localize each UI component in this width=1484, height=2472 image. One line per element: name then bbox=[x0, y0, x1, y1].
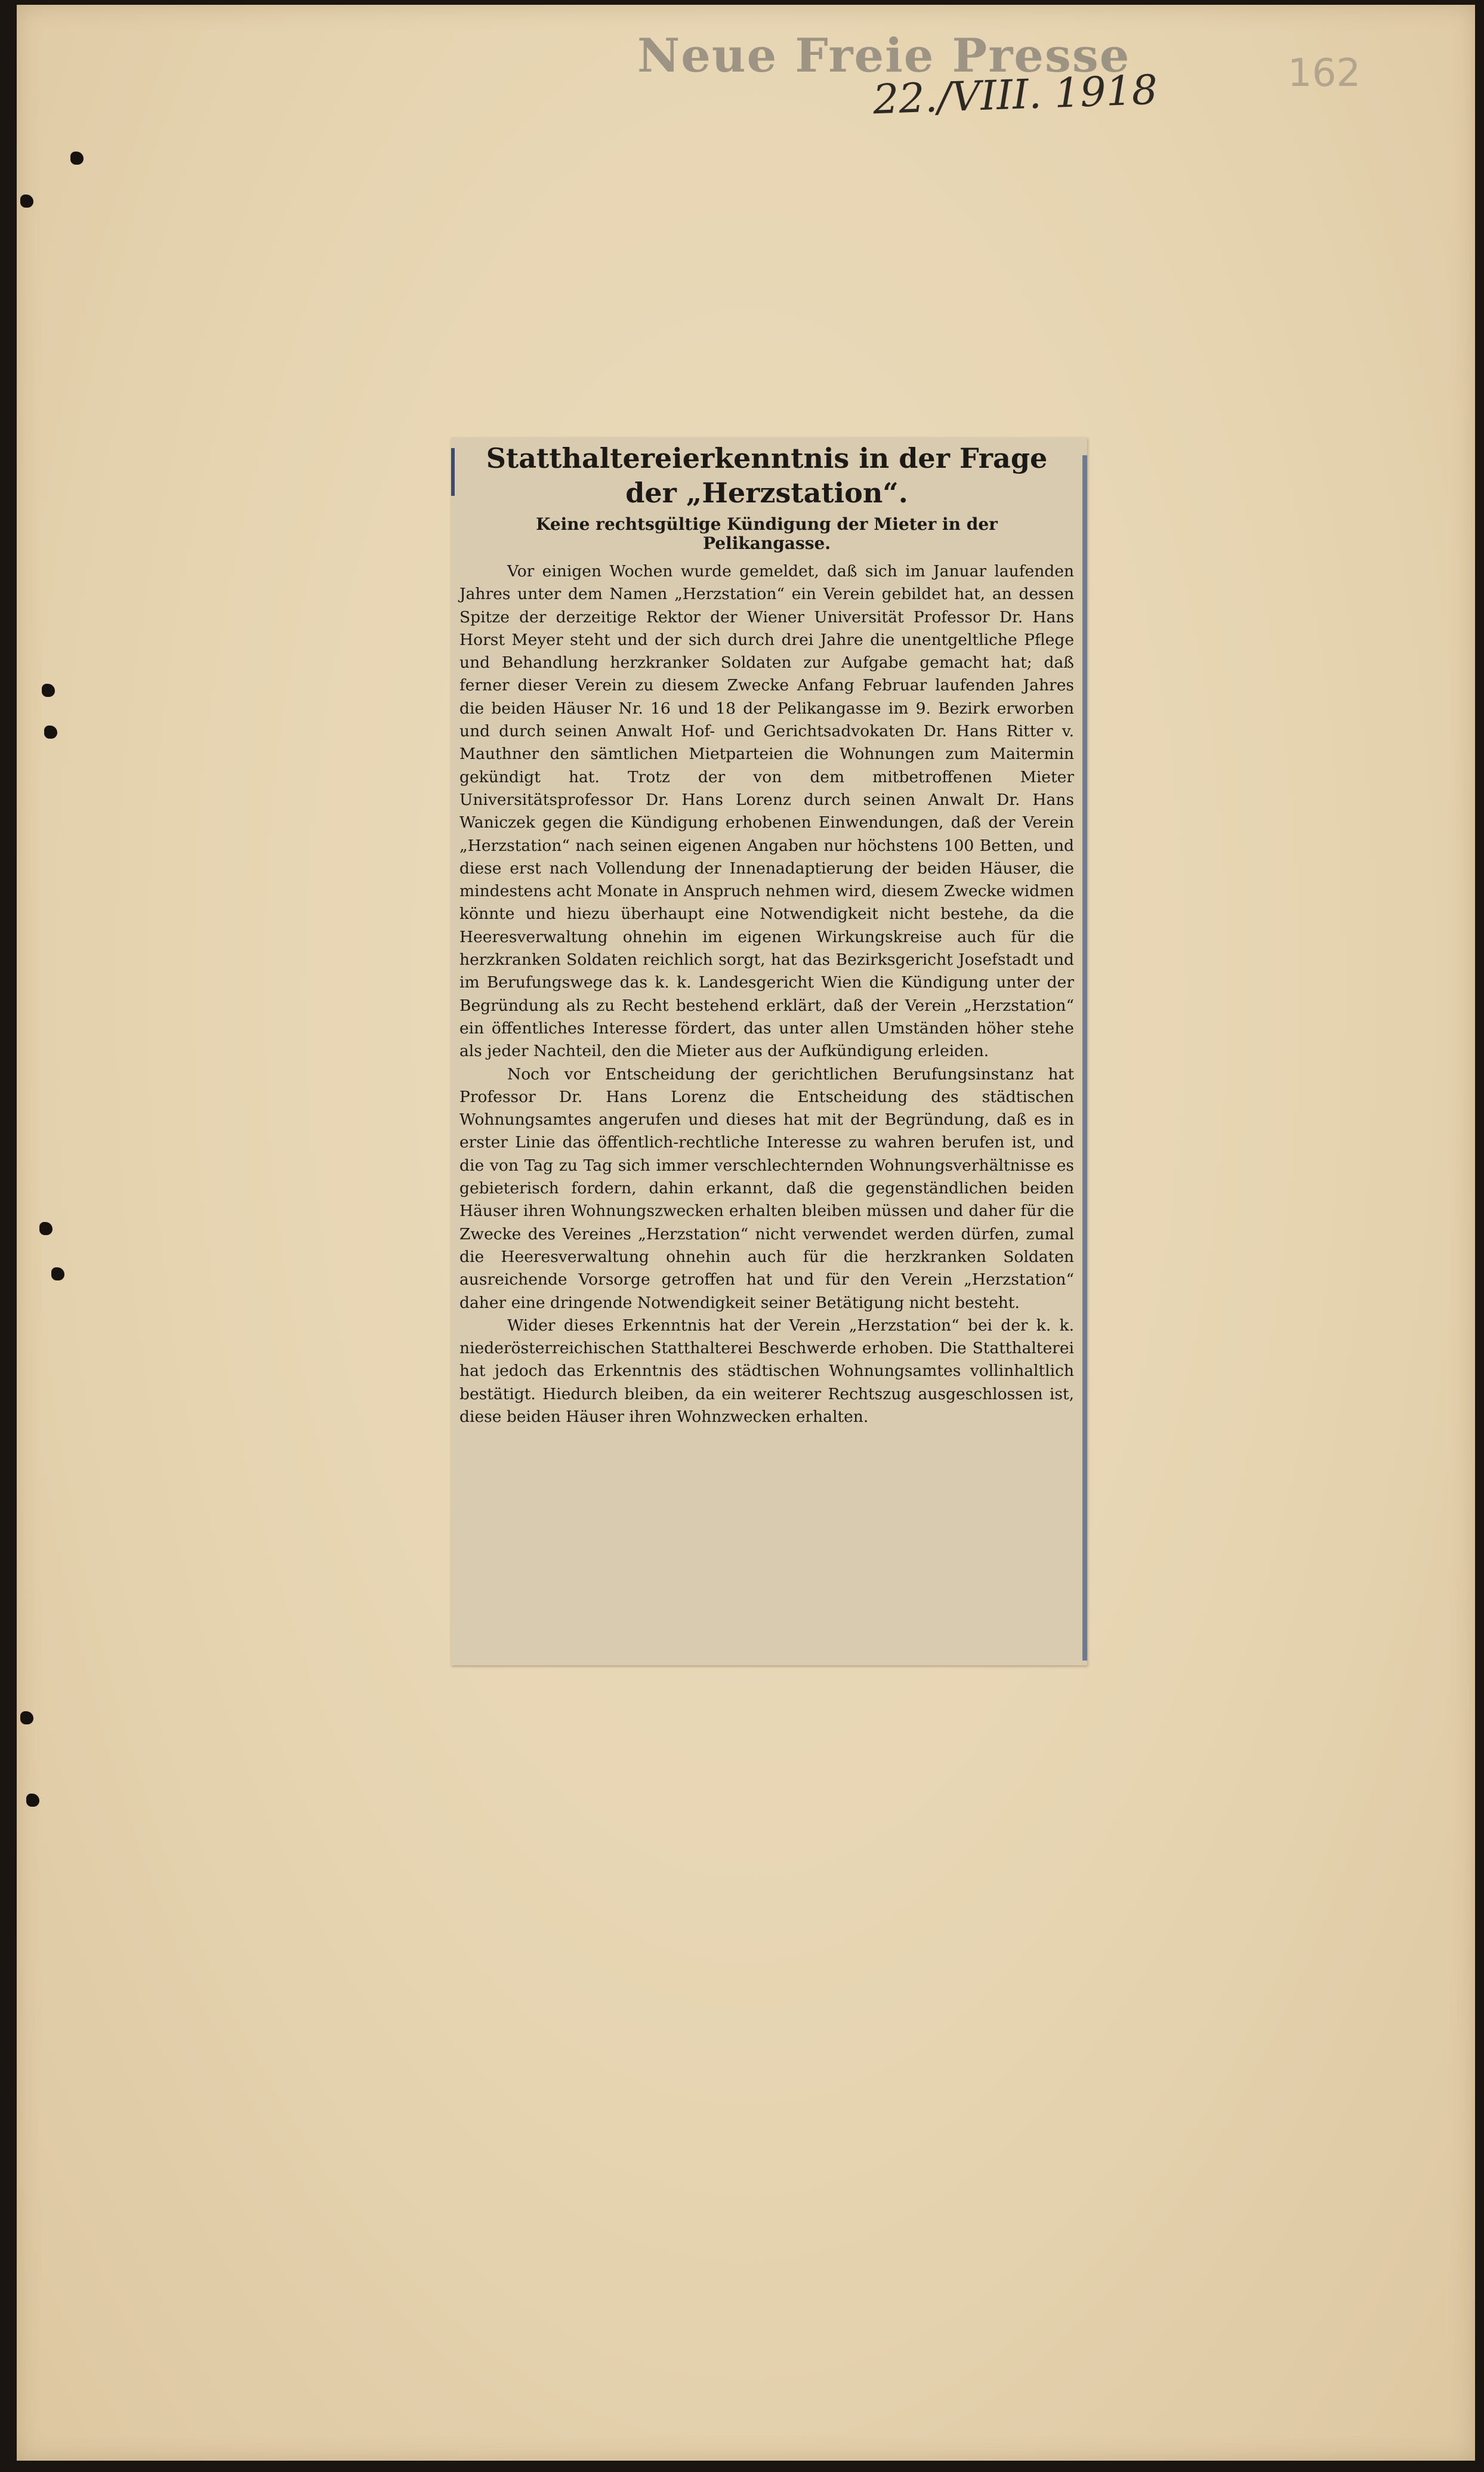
ink-speck bbox=[70, 152, 84, 165]
clipping-edge-mark bbox=[1082, 455, 1087, 1661]
archive-sheet bbox=[17, 5, 1475, 2461]
page-number: 162 bbox=[1288, 51, 1361, 95]
newspaper-name-stamp: Neue Freie Presse bbox=[637, 29, 1131, 83]
ink-speck bbox=[39, 1222, 53, 1235]
ink-speck bbox=[20, 195, 33, 208]
ink-speck bbox=[26, 1794, 39, 1807]
article-headline: Statthaltereierkenntnis in der Frage der „Herzstation“. bbox=[486, 442, 1048, 509]
article-paragraph: Noch vor Entscheidung der gerichtlichen Berufungsinstanz hat Professor Dr. Hans Lorenz die Entscheidung des städtischen Wohnungsamtes angerufen und dieses hat mit der Begründung, daß es in erster Linie das öffentlich-rechtliche Interesse zu wahren berufen ist, und die von Tag zu Tag sich immer verschlechternden Wohnungsverhältnisse es gebieterisch fordern, dahin erkannt, daß die gegenständlichen beiden Häuser ihren Wohnungszwecken erhalten bleiben müssen und daher für die Zwecke des Vereines „Herzstation“ nicht verwendet werden dürfen, zumal die Heeresverwaltung ohnehin auch für die herzkranken Soldaten ausreichende Vorsorge getroffen hat und für den Verein „Herzstation“ daher eine dringende Notwendigkeit seiner Betätigung nicht besteht. bbox=[459, 1064, 1074, 1312]
newspaper-clipping bbox=[451, 437, 1087, 1665]
ink-speck bbox=[42, 684, 55, 697]
ink-speck bbox=[51, 1267, 64, 1280]
ink-speck bbox=[44, 726, 57, 739]
handwritten-date: 22./VIII. 1918 bbox=[872, 66, 1159, 124]
article-paragraph: Vor einigen Wochen wurde gemeldet, daß sich im Januar laufenden Jahres unter dem Namen „Herzstation“ ein Verein gebildet hat, an dessen Spitze der derzeitige Rektor der Wiener Universität Professor Dr. Hans Horst Meyer steht und der sich durch drei Jahre die unentgeltliche Pflege und Behandlung herzkranker Soldaten zur Aufgabe gemacht hat; daß ferner dieser Verein zu diesem Zwecke Anfang Februar laufenden Jahres die beiden Häuser Nr. 16 und 18 der Pelikangasse im 9. Bezirk erworben und durch seinen Anwalt Hof- und Gerichtsadvokaten Dr. Hans Ritter v. Mauthner den sämtlichen Mietparteien die Wohnungen zum Maitermin gekündigt hat. Trotz der von dem mitbetroffenen Mieter Universitätsprofessor Dr. Hans Lorenz durch seinen Anwalt Dr. Hans Waniczek gegen die Kündigung erhobenen Einwendungen, daß der Verein „Herzstation“ nach seinen eigenen Angaben nur höchstens 100 Betten, und diese erst nach Vollendung der Innenadaptierung der beiden Häuser, die mindestens acht Monate in Anspruch nehmen wird, diesem Zwecke widmen könnte und hiezu überhaupt eine Notwendigkeit nicht bestehe, da die Heeresverwaltung ohnehin im eigenen Wirkungskreise auch für die herzkranken Soldaten reichlich sorgt, hat das Bezirksgericht Josefstadt und im Berufungswege das k. k. Landesgericht Wien die Kündigung unter der Begründung als zu Recht bestehend erklärt, daß der Verein „Herzstation“ ein öffentliches Interesse fördert, das unter allen Umständen höher stehe als jeder Nachteil, den die Mieter aus der Aufkündigung erleiden. bbox=[459, 562, 1074, 1061]
article-subheadline: Keine rechtsgültige Kündigung der Mieter in der Pelikangasse. bbox=[536, 514, 998, 553]
article bbox=[459, 441, 1074, 1428]
ink-speck bbox=[20, 1711, 33, 1724]
article-paragraph: Wider dieses Erkenntnis hat der Verein „Herzstation“ bei der k. k. niederösterreichischen Statthalterei Beschwerde erhoben. Die Statthalterei hat jedoch das Erkenntnis des städtischen Wohnungsamtes vollinhaltlich bestätigt. Hiedurch bleiben, da ein weiterer Rechtszug ausgeschlossen ist, diese beiden Häuser ihren Wohnzwecken erhalten. bbox=[459, 1316, 1074, 1426]
clipping-edge-mark bbox=[451, 448, 455, 496]
